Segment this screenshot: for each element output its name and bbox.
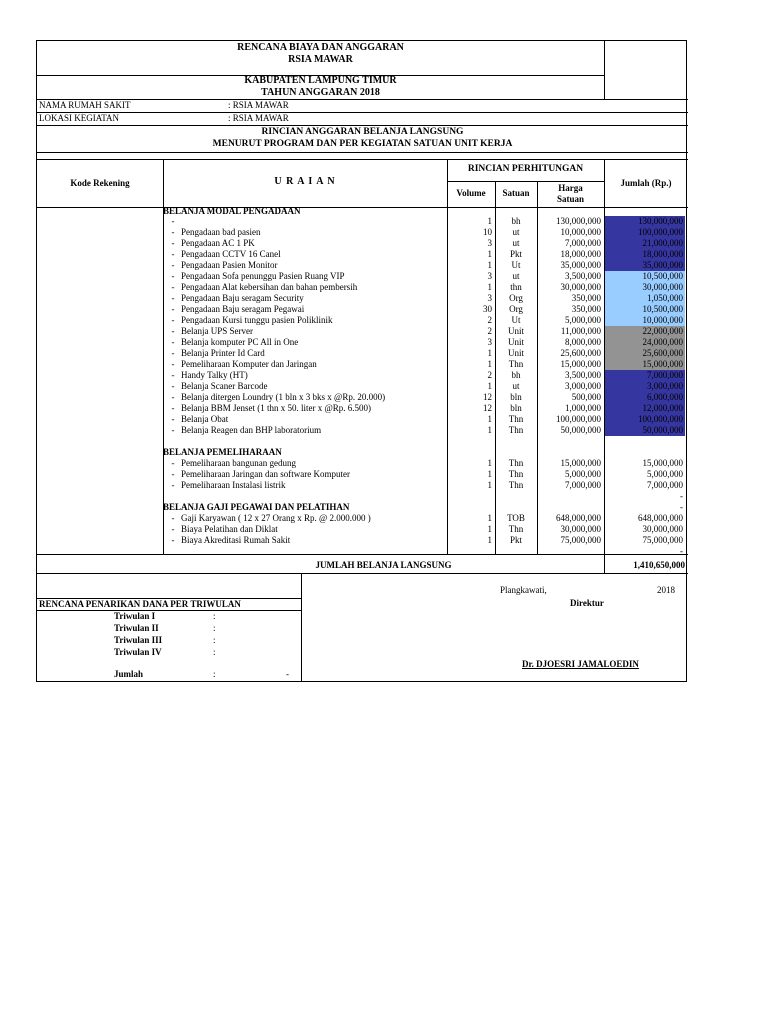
budget-sheet [36,40,687,682]
row-jumlah: 130,000,000 [605,216,685,227]
row-satuan: ut [512,238,520,248]
row-jumlah: 22,000,000 [605,326,685,337]
row-jumlah: 24,000,000 [605,337,685,348]
row-jumlah: 12,000,000 [605,403,685,414]
row-satuan: bh [511,216,521,226]
table-row [37,238,688,249]
row-description: Handy Talky (HT) [181,370,248,380]
row-jumlah: 7,000,000 [605,370,685,381]
row-jumlah: 50,000,000 [605,425,685,436]
table-row [37,271,688,282]
sign-place: Plangkawati, [500,585,547,595]
row-harga: 7,000,000 [565,480,601,490]
row-harga: 75,000,000 [560,535,601,545]
row-dash: - [171,227,175,237]
section-title: BELANJA PEMELIHARAAN [163,447,282,457]
divider [37,610,301,611]
row-harga: 11,000,000 [560,326,601,336]
sign-year: 2018 [657,585,675,595]
row-jumlah: 10,500,000 [605,271,685,282]
triwulan-3-label: Triwulan III [114,635,163,645]
row-harga: 15,000,000 [560,359,601,369]
row-description: Pengadaan Alat kebersihan dan bahan pembersih [181,282,358,292]
header-divider [604,41,605,100]
triwulan-1-colon: : [213,611,216,621]
table-row [37,535,688,546]
row-jumlah: 648,000,000 [638,513,683,523]
row-description: Belanja UPS Server [181,326,253,336]
table-row [37,326,688,337]
row-dash: - [171,216,175,226]
row-volume: 1 [487,469,492,479]
row-harga: 10,000,000 [560,227,601,237]
dash: - [680,502,683,512]
row-harga: 3,500,000 [565,271,601,281]
table-row [37,359,688,370]
sign-name: Dr. DJOESRI JAMALOEDIN [522,659,639,669]
row-satuan: TOB [507,513,525,523]
row-jumlah: 15,000,000 [605,359,685,370]
table-row [37,392,688,403]
jumlah-value: - [286,669,289,679]
dash: - [680,546,683,556]
row-jumlah: 3,000,000 [605,381,685,392]
triwulan-3-colon: : [213,635,216,645]
row-volume: 12 [483,403,492,413]
row-description: Belanja Reagen dan BHP laboratorium [181,425,322,435]
row-volume: 1 [487,282,492,292]
table-row [37,348,688,359]
divider [37,573,688,574]
row-harga: 25,600,000 [560,348,601,358]
triwulan-1-label: Triwulan I [114,611,156,621]
row-satuan: Unit [507,348,524,358]
table-row [37,293,688,304]
row-harga: 30,000,000 [560,282,601,292]
col-volume: Volume [456,188,486,198]
section-title: BELANJA GAJI PEGAWAI DAN PELATIHAN [163,502,350,512]
row-satuan: Thn [508,414,524,424]
row-satuan: Unit [507,337,524,347]
row-dash: - [171,480,175,490]
bottom-divider [301,573,302,682]
row-volume: 1 [487,414,492,424]
row-volume: 2 [487,370,492,380]
row-satuan: ut [512,381,520,391]
row-harga: 5,000,000 [565,315,601,325]
row-satuan: Unit [507,326,524,336]
row-description: Pengadaan Sofa penunggu Pasien Ruang VIP [181,271,345,281]
sub-line2: TAHUN ANGGARAN 2018 [261,87,380,98]
jumlah-label: Jumlah [114,669,144,679]
row-dash: - [171,260,175,270]
row-volume: 3 [487,238,492,248]
table-row [37,216,688,227]
row-description: Pemeliharaan Instalasi listrik [181,480,286,490]
table-row [37,469,688,480]
table-row [37,227,688,238]
row-satuan: Thn [508,469,524,479]
row-jumlah: 21,000,000 [605,238,685,249]
jumlah-colon: : [213,669,216,679]
row-harga: 3,500,000 [565,370,601,380]
row-dash: - [171,359,175,369]
row-dash: - [171,403,175,413]
row-satuan: Pkt [509,535,522,545]
total-value: 1,410,650,000 [633,560,685,570]
row-volume: 1 [487,216,492,226]
col-harga: Harga [558,183,583,193]
row-satuan: Thn [508,425,524,435]
row-satuan: Thn [508,524,524,534]
row-harga: 8,000,000 [565,337,601,347]
divider [37,554,688,555]
table-row [37,282,688,293]
row-description: Belanja ditergen Loundry (1 bln x 3 bks x @Rp. 20.000) [181,392,386,402]
col-rincian-perhitungan: RINCIAN PERHITUNGAN [467,164,584,174]
row-dash: - [171,381,175,391]
hospital-name-label: NAMA RUMAH SAKIT [39,100,131,110]
table-row [37,458,688,469]
row-satuan: bln [510,403,522,413]
location-value: : RSIA MAWAR [228,113,289,123]
row-dash: - [171,326,175,336]
row-dash: - [171,271,175,281]
sign-role: Direktur [570,598,604,608]
row-dash: - [171,370,175,380]
col-kode-rekening: Kode Rekening [70,178,130,188]
row-dash: - [171,392,175,402]
row-harga: 100,000,000 [556,414,601,424]
row-harga: 30,000,000 [560,524,601,534]
row-volume: 1 [487,480,492,490]
row-dash: - [171,348,175,358]
col-uraian: U R A I A N [274,176,336,187]
row-harga: 350,000 [571,293,601,303]
row-jumlah: 100,000,000 [605,414,685,425]
row-satuan: thn [510,282,522,292]
row-harga: 18,000,000 [560,249,601,259]
row-volume: 3 [487,337,492,347]
row-satuan: Pkt [509,249,522,259]
table-row [37,337,688,348]
row-jumlah: 7,000,000 [647,480,683,490]
row-dash: - [171,304,175,314]
row-volume: 1 [487,260,492,270]
row-harga: 500,000 [571,392,601,402]
row-volume: 3 [487,271,492,281]
divider [37,112,688,113]
row-volume: 12 [483,392,492,402]
row-description: Belanja Printer Id Card [181,348,265,358]
table-row [37,524,688,535]
section-title: BELANJA MODAL PENGADAAN [163,206,301,216]
row-volume: 1 [487,425,492,435]
row-volume: 1 [487,535,492,545]
row-harga: 130,000,000 [556,216,601,226]
row-dash: - [171,425,175,435]
hospital-name-value: : RSIA MAWAR [228,100,289,110]
row-description: Belanja Obat [181,414,229,424]
penarikan-title: RENCANA PENARIKAN DANA PER TRIWULAN [39,599,241,609]
row-jumlah: 10,500,000 [605,304,685,315]
row-satuan: Ut [511,315,521,325]
table-row [37,249,688,260]
col-satuan: Satuan [502,188,530,198]
row-jumlah: 1,050,000 [605,293,685,304]
location-label: LOKASI KEGIATAN [39,113,120,123]
row-dash: - [171,249,175,259]
row-jumlah: 25,600,000 [605,348,685,359]
row-satuan: Org [509,293,523,303]
divider [37,152,688,153]
row-volume: 1 [487,359,492,369]
triwulan-2-colon: : [213,623,216,633]
row-dash: - [171,337,175,347]
title-line1: RENCANA BIAYA DAN ANGGARAN [237,42,404,53]
row-description: Pengadaan CCTV 16 Canel [181,249,281,259]
triwulan-4-label: Triwulan IV [114,647,162,657]
row-dash: - [171,282,175,292]
row-volume: 3 [487,293,492,303]
row-volume: 1 [487,524,492,534]
row-harga: 7,000,000 [565,238,601,248]
dash: - [680,491,683,501]
row-satuan: ut [512,271,520,281]
row-dash: - [171,513,175,523]
row-dash: - [171,524,175,534]
table-row [37,480,688,491]
table-row [37,315,688,326]
row-description: Pengadaan Baju seragam Pegawai [181,304,305,314]
row-volume: 1 [487,249,492,259]
row-dash: - [171,293,175,303]
table-row [37,304,688,315]
table-row [37,425,688,436]
row-volume: 10 [483,227,492,237]
row-jumlah: 5,000,000 [647,469,683,479]
row-harga: 350,000 [571,304,601,314]
rincian-line1: RINCIAN ANGGARAN BELANJA LANGSUNG [261,127,464,137]
row-volume: 1 [487,381,492,391]
row-harga: 15,000,000 [560,458,601,468]
row-volume: 2 [487,326,492,336]
row-dash: - [171,469,175,479]
row-description: Pengadaan AC 1 PK [181,238,255,248]
row-jumlah: 15,000,000 [642,458,683,468]
divider [37,99,688,100]
row-jumlah: 100,000,000 [605,227,685,238]
row-description: Biaya Pelatihan dan Diklat [181,524,278,534]
row-volume: 1 [487,513,492,523]
row-satuan: Thn [508,359,524,369]
row-harga: 648,000,000 [556,513,601,523]
row-harga: 35,000,000 [560,260,601,270]
rincian-line2: MENURUT PROGRAM DAN PER KEGIATAN SATUAN UNIT KERJA [212,139,513,149]
triwulan-4-colon: : [213,647,216,657]
total-label: JUMLAH BELANJA LANGSUNG [315,560,452,570]
title-line2: RSIA MAWAR [288,54,353,65]
row-description: Belanja Scaner Barcode [181,381,268,391]
row-jumlah: 35,000,000 [605,260,685,271]
row-jumlah: 75,000,000 [642,535,683,545]
table-row [37,381,688,392]
row-description: Pemeliharaan Komputer dan Jaringan [181,359,317,369]
row-harga: 50,000,000 [560,425,601,435]
row-satuan: Ut [511,260,521,270]
row-description: Belanja BBM Jenset (1 thn x 50. liter x @Rp. 6.500) [181,403,372,413]
row-description: Pengadaan Pasien Monitor [181,260,278,270]
row-satuan: ut [512,227,520,237]
row-volume: 1 [487,458,492,468]
divider [37,159,688,160]
row-description: Gaji Karyawan ( 12 x 27 Orang x Rp. @ 2.000.000 ) [181,513,371,523]
row-satuan: bh [511,370,521,380]
divider [447,181,604,182]
row-description: Belanja komputer PC All in One [181,337,299,347]
row-description: Pengadaan Kursi tunggu pasien Poliklinik [181,315,333,325]
table-row [37,414,688,425]
row-volume: 1 [487,348,492,358]
row-dash: - [171,414,175,424]
row-description: Pengadaan Baju seragam Security [181,293,304,303]
row-description: Biaya Akreditasi Rumah Sakit [181,535,291,545]
row-jumlah: 30,000,000 [642,524,683,534]
row-jumlah: 30,000,000 [605,282,685,293]
sub-line1: KABUPATEN LAMPUNG TIMUR [244,75,397,86]
triwulan-2-label: Triwulan II [114,623,159,633]
row-description: Pemeliharaan bangunan gedung [181,458,296,468]
col-jumlah: Jumlah (Rp.) [620,178,672,188]
row-satuan: Thn [508,458,524,468]
row-harga: 1,000,000 [565,403,601,413]
table-row [37,260,688,271]
table-row [37,403,688,414]
row-dash: - [171,535,175,545]
row-dash: - [171,238,175,248]
row-satuan: bln [510,392,522,402]
row-volume: 2 [487,315,492,325]
table-row [37,370,688,381]
row-dash: - [171,315,175,325]
row-description: Pemeliharaan Jaringan dan software Komputer [181,469,350,479]
row-volume: 30 [483,304,492,314]
divider [37,207,688,208]
row-harga: 5,000,000 [565,469,601,479]
row-satuan: Org [509,304,523,314]
row-harga: 3,000,000 [565,381,601,391]
row-jumlah: 6,000,000 [605,392,685,403]
row-satuan: Thn [508,480,524,490]
row-dash: - [171,458,175,468]
table-row [37,513,688,524]
row-description: Pengadaan bad pasien [181,227,261,237]
col-harga-satuan: Satuan [556,194,584,204]
row-jumlah: 10,000,000 [605,315,685,326]
row-jumlah: 18,000,000 [605,249,685,260]
